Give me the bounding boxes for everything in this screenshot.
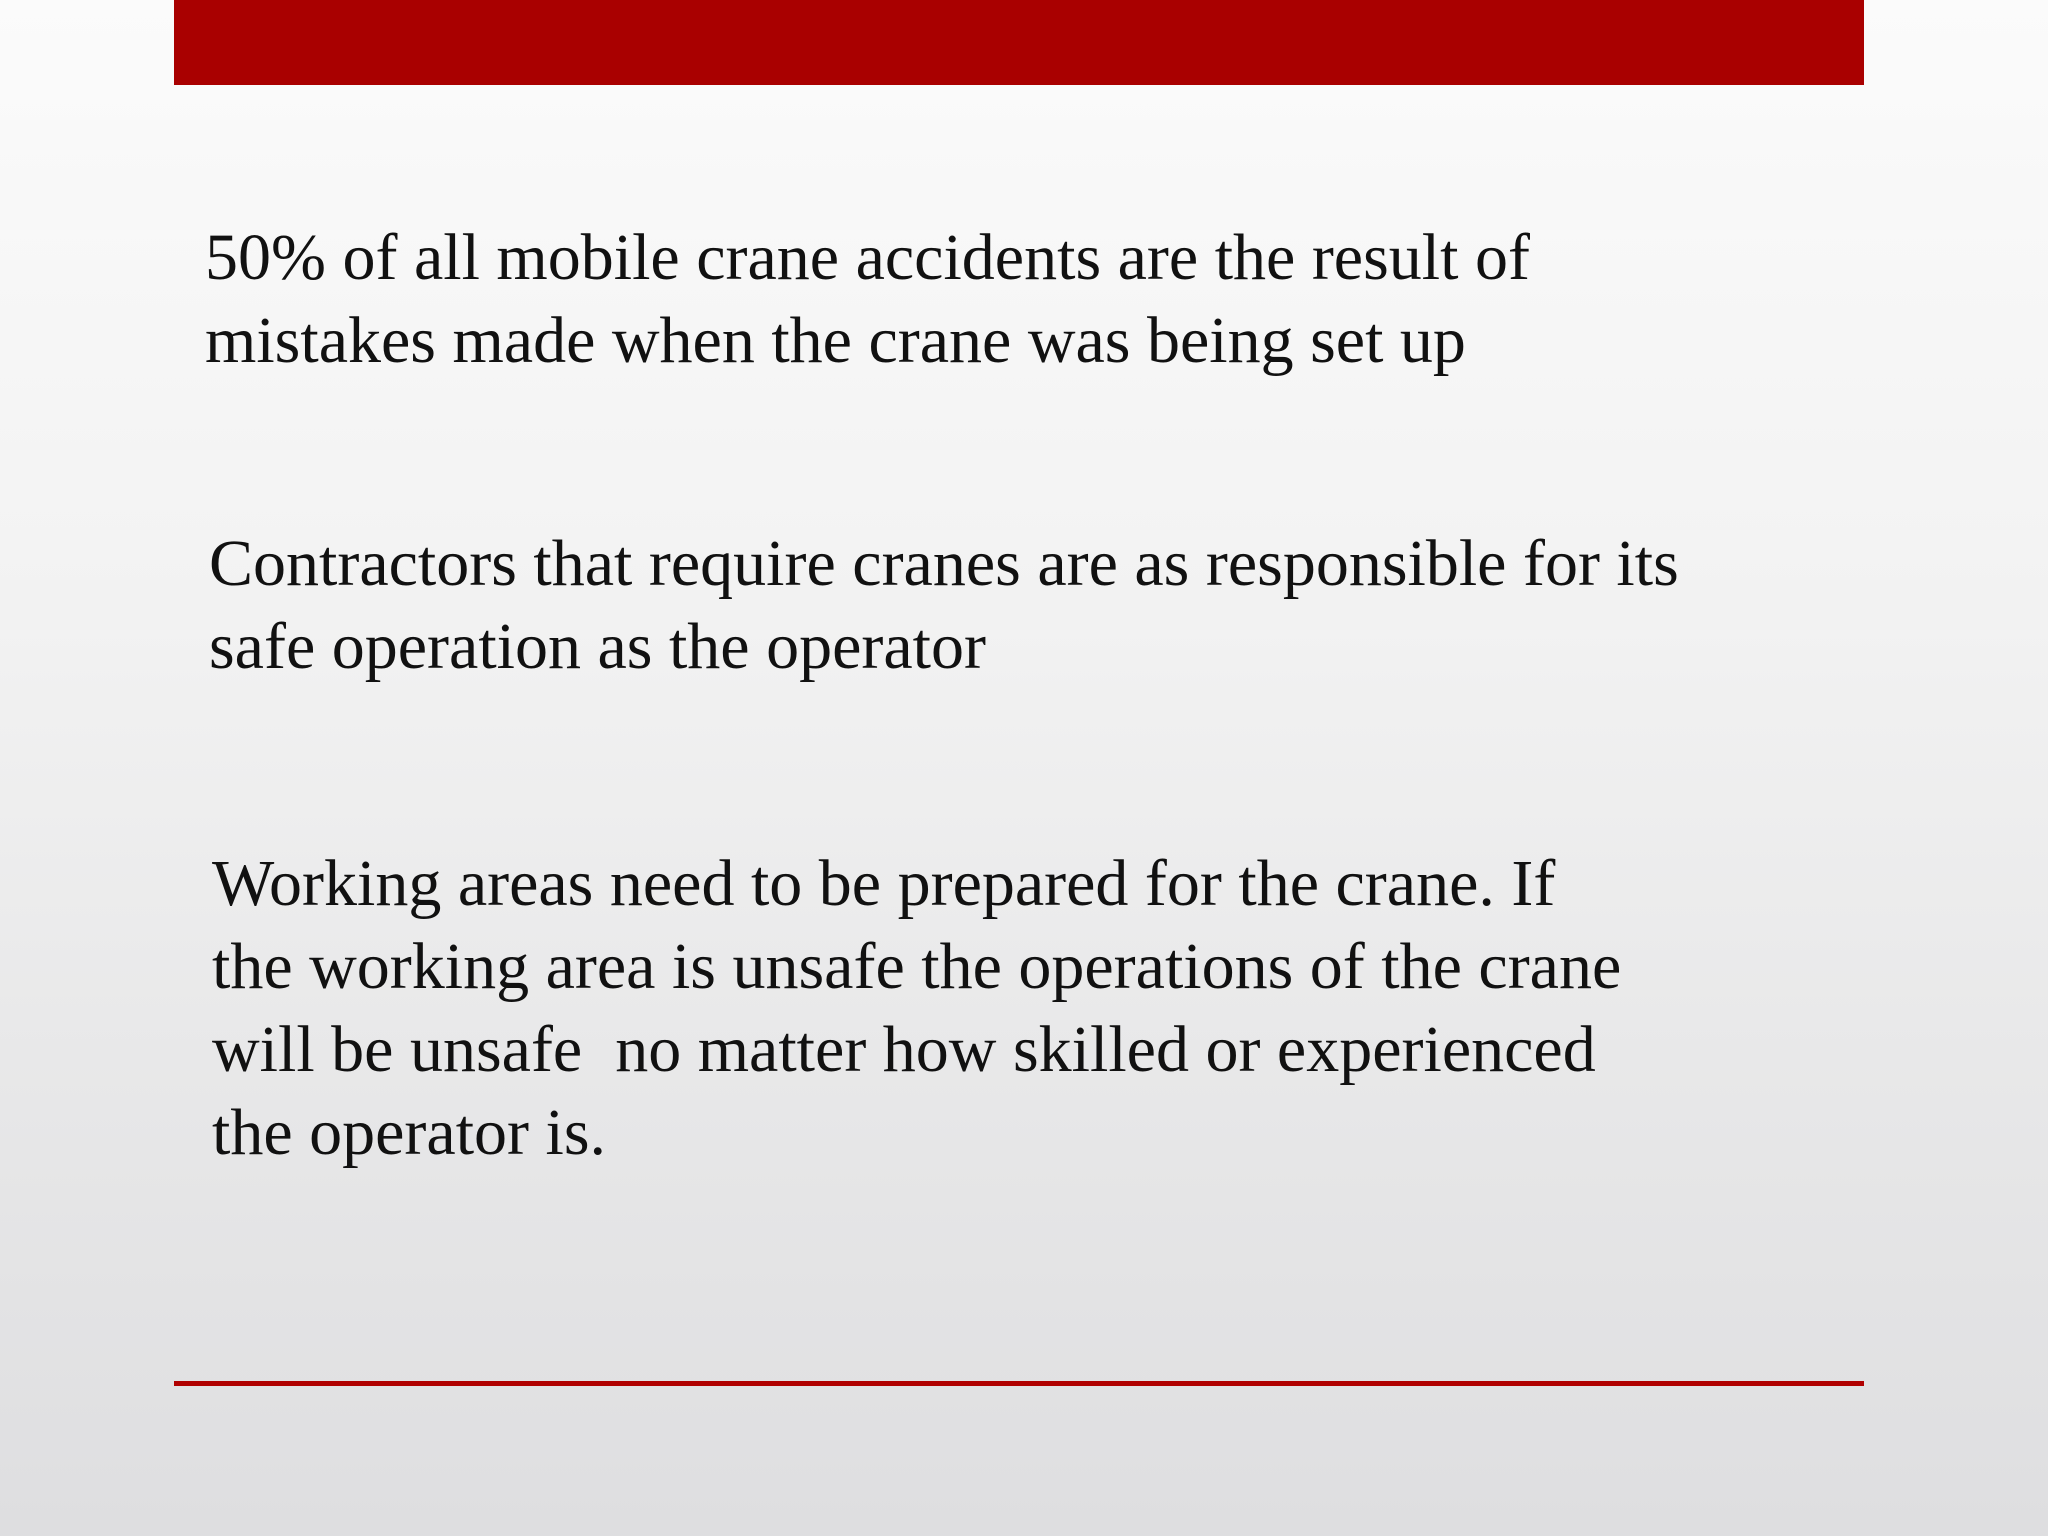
paragraph-line: mistakes made when the crane was being set up [205, 304, 1466, 377]
paragraph-line: Contractors that require cranes are as responsible for its [209, 527, 1679, 600]
top-accent-bar [174, 0, 1864, 85]
bottom-divider-line [174, 1381, 1864, 1386]
paragraph-line: Working areas need to be prepared for the crane. If [212, 847, 1556, 920]
paragraph-line: will be unsafe no matter how skilled or experienced [212, 1013, 1596, 1086]
paragraph-crane-accidents [205, 216, 1825, 382]
paragraph-line: 50% of all mobile crane accidents are the result of [205, 221, 1530, 294]
paragraph-line: the operator is. [212, 1096, 607, 1169]
paragraph-working-areas [212, 842, 1832, 1174]
paragraph-line: safe operation as the operator [209, 610, 986, 683]
paragraph-line: the working area is unsafe the operations of the crane [212, 930, 1622, 1003]
paragraph-contractor-responsibility [209, 522, 1829, 688]
